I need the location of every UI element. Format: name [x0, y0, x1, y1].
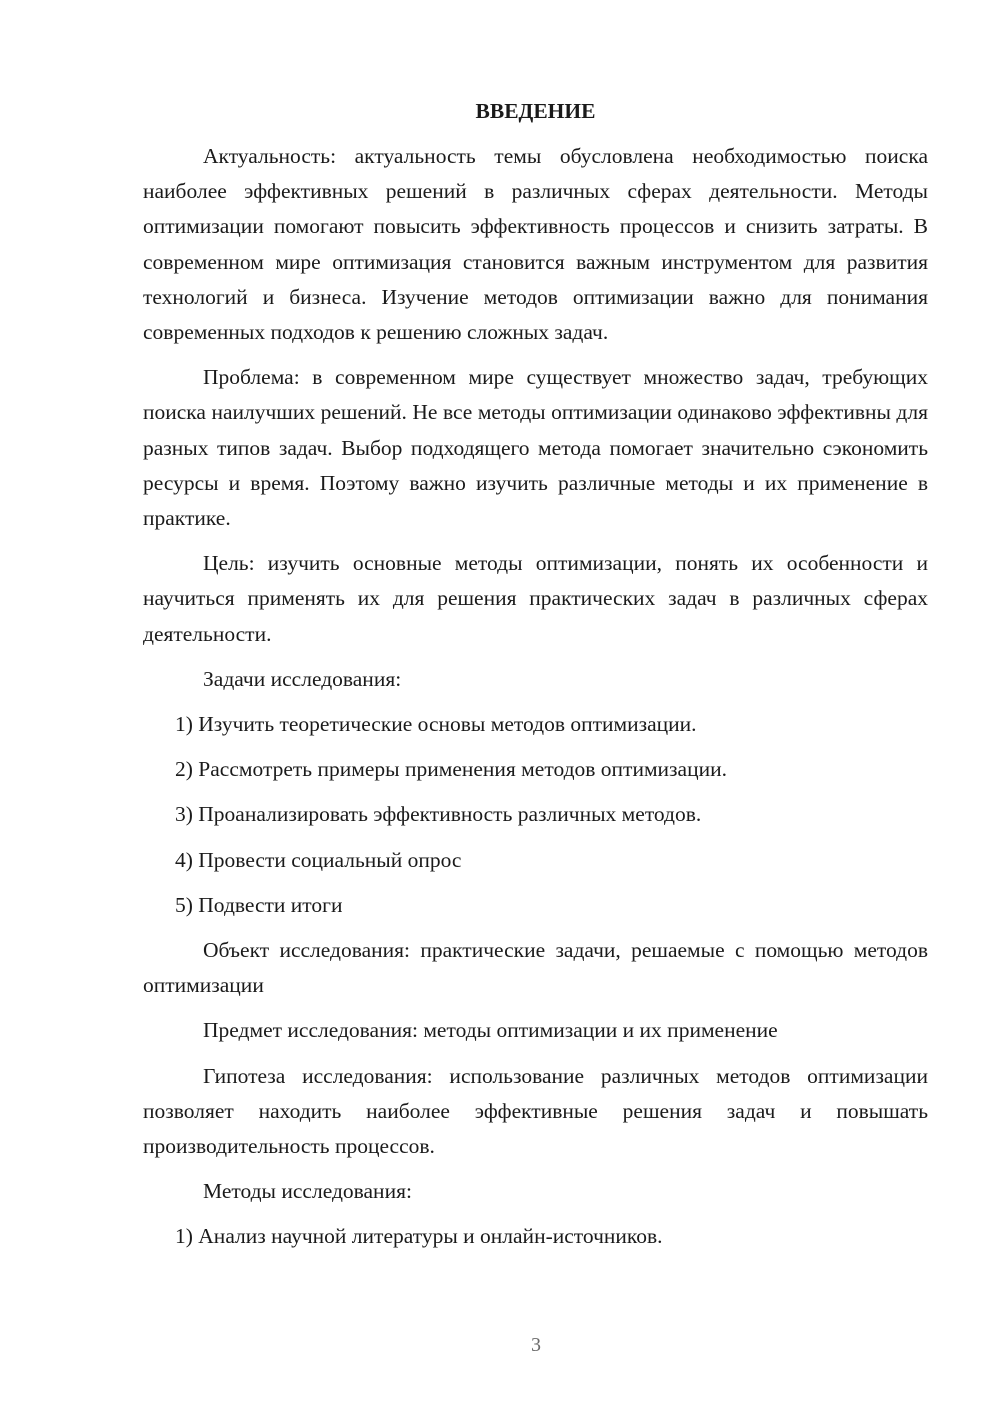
section-title: ВВЕДЕНИЕ — [475, 99, 596, 123]
task-item-4: 4) Провести социальный опрос — [175, 847, 462, 872]
task-item-2: 2) Рассмотреть примеры применения методов оптимизации. — [175, 757, 727, 782]
task-item-1: 1) Изучить теоретические основы методов оптимизации. — [175, 712, 697, 737]
methods-heading: Методы исследования: — [203, 1179, 412, 1204]
task-item-5: 5) Подвести итоги — [175, 892, 343, 917]
subject-paragraph: Предмет исследования: методы оптимизации и их применение — [203, 1018, 778, 1043]
goal-paragraph: Цель: изучить основные методы оптимизации, понять их особенности и научиться применять их для решения практических задач в различных сферах деятельности. — [143, 551, 928, 646]
relevance-paragraph: Актуальность: актуальность темы обусловлена необходимостью поиска наиболее эффективных решений в различных сферах деятельности. Методы оптимизации помогают повысить эффективность процессов и снизить затраты. В современном мире оптимизация становится важным инструментом для развития технологий и бизнеса. Изучение методов оптимизации важно для понимания современных подходов к решению сложных задач. — [143, 144, 928, 345]
page-number: 3 — [531, 1334, 541, 1356]
document-page — [143, 96, 928, 1265]
task-item-3: 3) Проанализировать эффективность различных методов. — [175, 802, 702, 827]
problem-paragraph: Проблема: в современном мире существует множество задач, требующих поиска наилучших решений. Не все методы оптимизации одинаково эффективны для разных типов задач. Выбор подходящего метода помогает значительно сэкономить ресурсы и время. Поэтому важно изучить различные методы и их применение в практике. — [143, 365, 928, 531]
method-item-1: 1) Анализ научной литературы и онлайн-источников. — [175, 1224, 663, 1249]
object-paragraph: Объект исследования: практические задачи, решаемые с помощью методов оптимизации — [143, 938, 928, 998]
tasks-heading: Задачи исследования: — [203, 666, 402, 691]
hypothesis-paragraph: Гипотеза исследования: использование различных методов оптимизации позволяет находить наиболее эффективные решения задач и повышать производительность процессов. — [143, 1063, 928, 1159]
